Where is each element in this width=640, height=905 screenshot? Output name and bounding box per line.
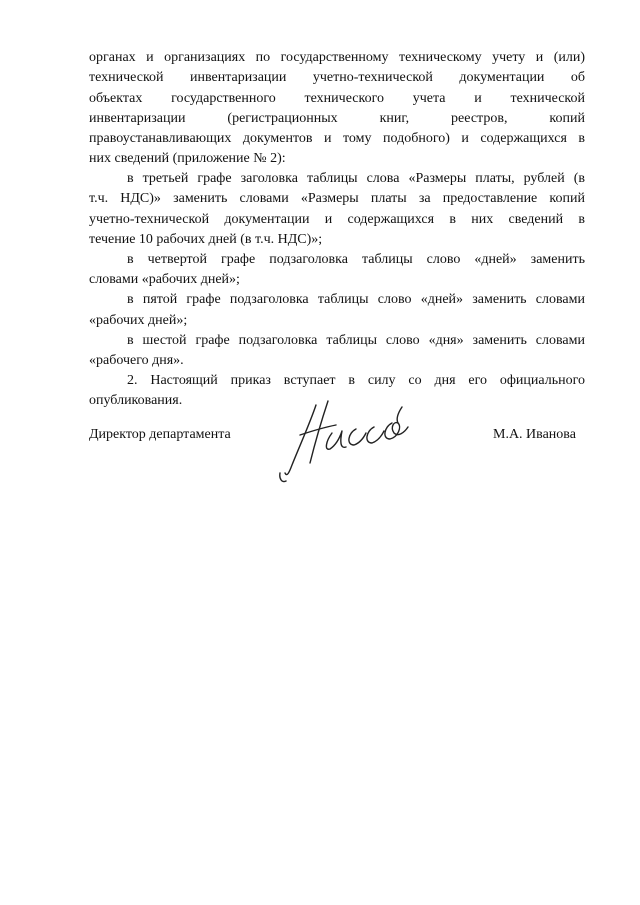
handwritten-signature xyxy=(270,383,420,483)
body-line-3: объектах государственного технического учета и технической xyxy=(89,91,585,106)
body-line-11: в четвертой графе подзаголовка таблицы слово «дней» заменить xyxy=(127,252,585,267)
body-line-6: них сведений (приложение № 2): xyxy=(89,151,286,166)
body-line-8: т.ч. НДС)» заменить словами «Размеры платы за предоставление копий xyxy=(89,191,585,206)
body-line-13: в пятой графе подзаголовка таблицы слово «дней» заменить словами xyxy=(127,292,585,307)
body-line-16: «рабочего дня». xyxy=(89,353,184,368)
body-line-12: словами «рабочих дней»; xyxy=(89,272,240,287)
body-line-5: правоустанавливающих документов и тому подобного) и содержащихся в xyxy=(89,131,585,146)
body-line-10: течение 10 рабочих дней (в т.ч. НДС)»; xyxy=(89,232,323,247)
body-line-7: в третьей графе заголовка таблицы слова «Размеры платы, рублей (в xyxy=(127,171,585,186)
body-line-14: «рабочих дней»; xyxy=(89,313,188,328)
body-line-15: в шестой графе подзаголовка таблицы слово «дня» заменить словами xyxy=(127,333,585,348)
body-line-4: инвентаризации (регистрационных книг, реестров, копий xyxy=(89,111,585,126)
signatory-title: Директор департамента xyxy=(89,427,231,442)
body-line-9: учетно-технической документации и содержащихся в них сведений в xyxy=(89,212,585,227)
body-line-18: опубликования. xyxy=(89,393,183,408)
body-line-1: органах и организациях по государственному техническому учету и (или) xyxy=(89,50,585,65)
body-line-2: технической инвентаризации учетно-технической документации об xyxy=(89,70,585,85)
body-line-17: 2. Настоящий приказ вступает в силу со дня его официального xyxy=(127,373,585,388)
signatory-name: М.А. Иванова xyxy=(493,427,576,442)
